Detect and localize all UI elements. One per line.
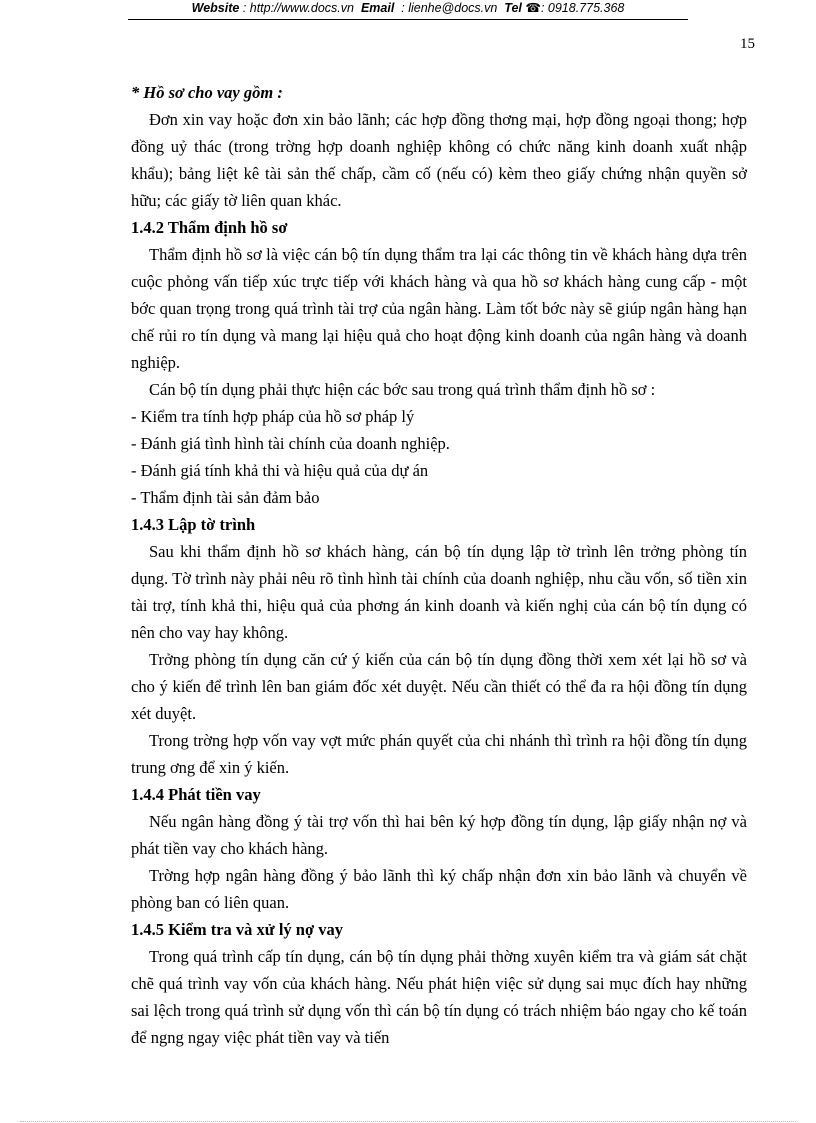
section-1-4-3-paragraph-1: Sau khi thẩm định hồ sơ khách hàng, cán bộ tín dụng lập tờ trình lên trởng phòng tín dụng. Tờ trình này phải nêu rõ tình hình tài chính của doanh nghiệp, nhu cầu vốn, số tiền xin tài trợ, tính khả thi, hiệu quả của phơng án kinh doanh và kiến nghị của cán bộ tín dụng có nên cho vay hay không.: [131, 542, 747, 642]
section-1-4-4-heading: 1.4.4 Phát tiền vay: [131, 785, 261, 804]
section-1-4-5-heading: 1.4.5 Kiểm tra và xử lý nợ vay: [131, 920, 343, 939]
website-label: Website: [191, 1, 240, 15]
footer-divider: [20, 1121, 796, 1122]
tel-label: Tel: [504, 1, 522, 15]
section-1-4-3-paragraph-3: Trong trờng hợp vốn vay vợt mức phán quyết của chi nhánh thì trình ra hội đồng tín dụng trung ơng để xin ý kiến.: [131, 731, 747, 777]
tel-value: : 0918.775.368: [540, 1, 625, 15]
list-item: - Thẩm định tài sản đảm bảo: [131, 488, 320, 507]
page-header: [0, 0, 816, 20]
email-value: : lienhe@docs.vn: [401, 1, 498, 15]
website-value: : http://www.docs.vn: [242, 1, 354, 15]
section-1-4-2-paragraph-1: Thẩm định hồ sơ là việc cán bộ tín dụng thẩm tra lại các thông tin về khách hàng dựa trên cuộc phỏng vấn tiếp xúc trực tiếp với khách hàng và qua hồ sơ khách hàng cung cấp - một bớc quan trọng trong quá trình tài trợ của ngân hàng. Làm tốt bớc này sẽ giúp ngân hàng hạn chế rủi ro tín dụng và mang lại hiệu quả cho hoạt động kinh doanh của ngân hàng và doanh nghiệp.: [131, 245, 747, 372]
section-1-4-2-paragraph-2: Cán bộ tín dụng phải thực hiện các bớc sau trong quá trình thẩm định hồ sơ :: [149, 380, 656, 399]
header-divider: [128, 19, 688, 20]
ho-so-paragraph: Đơn xin vay hoặc đơn xin bảo lãnh; các hợp đồng thơng mại, hợp đồng ngoại thong; hợp đồng uỷ thác (trong trờng hợp doanh nghiệp không có chức năng kinh doanh xuất nhập khẩu); bảng liệt kê tài sản thế chấp, cầm cố (nếu có) kèm theo giấy chứng nhận quyền sở hữu; các giấy tờ liên quan khác.: [131, 110, 747, 210]
page-number: 15: [740, 36, 755, 52]
list-item: - Kiểm tra tính hợp pháp của hồ sơ pháp lý: [131, 407, 415, 426]
section-1-4-4-paragraph-1: Nếu ngân hàng đồng ý tài trợ vốn thì hai bên ký hợp đồng tín dụng, lập giấy nhận nợ và phát tiền vay cho khách hàng.: [131, 812, 747, 858]
section-1-4-4-paragraph-2: Trờng hợp ngân hàng đồng ý bảo lãnh thì ký chấp nhận đơn xin bảo lãnh và chuyển về phòng ban có liên quan.: [131, 866, 747, 912]
email-label: Email: [360, 1, 395, 15]
list-item: - Đánh giá tình hình tài chính của doanh nghiệp.: [131, 434, 450, 453]
section-1-4-3-heading: 1.4.3 Lập tờ trình: [131, 515, 256, 534]
section-1-4-2-heading: 1.4.2 Thẩm định hồ sơ: [131, 218, 288, 237]
list-item: - Đánh giá tính khả thi và hiệu quả của dự án: [131, 461, 429, 480]
phone-icon: ☎: [525, 1, 541, 15]
section-1-4-3-paragraph-2: Trởng phòng tín dụng căn cứ ý kiến của cán bộ tín dụng đồng thời xem xét lại hồ sơ và cho ý kiến để trình lên ban giám đốc xét duyệt. Nếu cần thiết có thể đa ra hội đồng tín dụng xét duyệt.: [131, 650, 747, 723]
document-body: [131, 79, 747, 1051]
ho-so-heading: * Hồ sơ cho vay gồm :: [131, 83, 283, 102]
section-1-4-5-paragraph-1: Trong quá trình cấp tín dụng, cán bộ tín dụng phải thờng xuyên kiểm tra và giám sát chặt chẽ quá trình vay vốn của khách hàng. Nếu phát hiện việc sử dụng sai mục đích hay những sai lệch trong quá trình sử dụng vốn thì cán bộ tín dụng có trách nhiệm báo ngay cho kế toán để ngng ngay việc phát tiền vay và tiến: [131, 947, 747, 1047]
